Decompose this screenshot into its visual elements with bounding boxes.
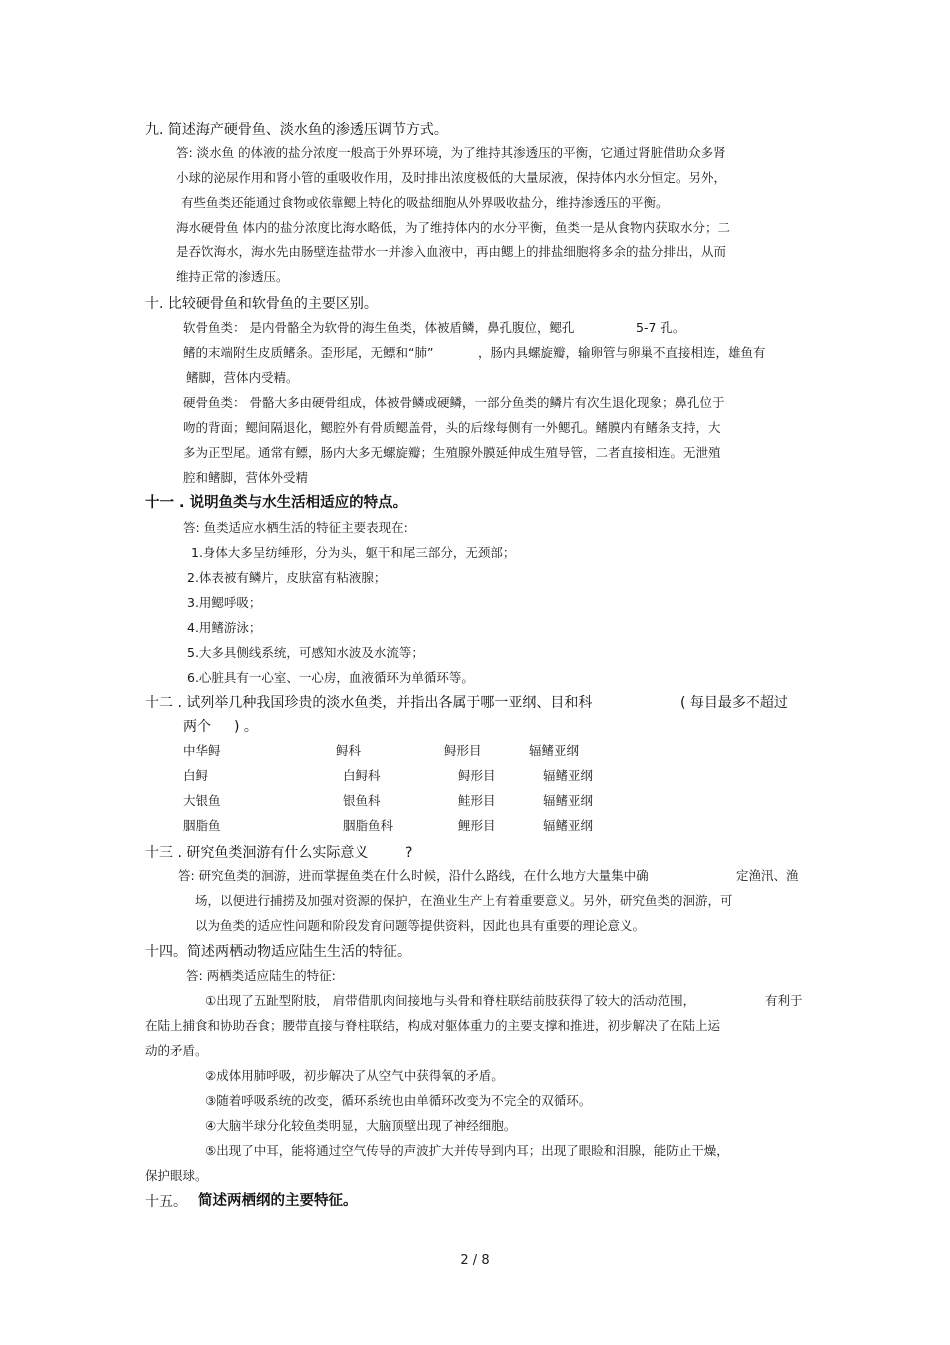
section-14-line: ③随着呼吸系统的改变，循环系统也由单循环改变为不完全的双循环。 [205, 1093, 592, 1108]
page-number: 2 / 8 [460, 1253, 490, 1268]
section-9-line: 维持正常的渗透压。 [176, 269, 289, 284]
table-cell: 银鱼科 [343, 793, 381, 808]
section-13-line: 答: 研究鱼类的洄游，进而掌握鱼类在什么时候，沿什么路线，在什么地方大量集中确 [178, 868, 649, 883]
table-cell: 辐鳍亚纲 [529, 743, 580, 758]
table-cell: 鲑形目 [458, 793, 496, 808]
section-13-line: 以为鱼类的适应性问题和阶段发育问题等提供资料，因此也具有重要的理论意义。 [195, 918, 646, 933]
section-10-line: 鳍脚，营体内受精。 [186, 370, 299, 385]
section-14-line: ④大脑半球分化较鱼类明显，大脑顶壁出现了神经细胞。 [205, 1118, 517, 1133]
section-14-line: ②成体用肺呼吸，初步解决了从空气中获得氧的矛盾。 [205, 1068, 504, 1083]
section-14-line: 在陆上捕食和协助吞食；腰带直接与脊柱联结，构成对躯体重力的主要支撑和推进，初步解决了在陆上运 [145, 1018, 721, 1033]
section-12-title: 十二 . 试列举几种我国珍贵的淡水鱼类，并指出各属于哪一亚纲、目和科 [145, 695, 593, 711]
section-14-line: 有利于 [765, 993, 803, 1008]
section-10-line: 多为正型尾。通常有鳔，肠内大多无螺旋瓣；生殖腺外膜延伸成生殖导管，二者直接相连。无泄殖 [183, 445, 721, 460]
list-item: 5.大多具侧线系统，可感知水波及水流等； [187, 645, 424, 660]
section-14-line: ①出现了五趾型附肢， 肩带借肌肉间接地与头骨和脊柱联结前肢获得了较大的活动范围， [205, 993, 696, 1008]
section-10-line: 腔和鳍脚，营体外受精 [183, 470, 309, 485]
section-10-line: ，肠内具螺旋瓣，输卵管与卵巢不直接相连，雄鱼有 [478, 345, 766, 360]
section-10-line: 硬骨鱼类： 骨骼大多由硬骨组成，体被骨鳞或硬鳞，一部分鱼类的鳞片有次生退化现象；鼻孔位于 [183, 395, 725, 410]
section-9-line: 海水硬骨鱼 体内的盐分浓度比海水略低，为了维持体内的水分平衡，鱼类一是从食物内获取水分；二 [176, 220, 730, 235]
table-cell: 胭脂鱼科 [343, 818, 394, 833]
table-cell: 鲟形目 [444, 743, 482, 758]
list-item: 6.心脏具有一心室、一心房，血液循环为单循环等。 [187, 670, 474, 685]
section-12-note: 两个 [183, 719, 211, 735]
section-9-line: 是吞饮海水，海水先由肠壁连盐带水一并渗入血液中，再由鳃上的排盐细胞将多余的盐分排出，从而 [176, 244, 727, 259]
table-cell: 中华鲟 [183, 743, 221, 758]
section-13-title: ? [405, 845, 413, 861]
section-9-line: 有些鱼类还能通过食物或依靠鳃上特化的吸盐细胞从外界吸收盐分，维持渗透压的平衡。 [181, 195, 669, 210]
section-14-line: 保护眼球。 [145, 1168, 208, 1183]
table-cell: 鲤形目 [458, 818, 496, 833]
list-item: 4.用鳍游泳； [187, 620, 262, 635]
section-14-line: 动的矛盾。 [145, 1043, 208, 1058]
section-13-line: 场，以便进行捕捞及加强对资源的保护，在渔业生产上有着重要意义。另外，研究鱼类的洄游，可 [195, 893, 733, 908]
section-11-answer: 答: 鱼类适应水栖生活的特征主要表现在: [183, 520, 408, 535]
list-item: 1.身体大多呈纺缍形，分为头，躯干和尾三部分，无颈部； [191, 545, 516, 560]
table-cell: 白鲟 [183, 768, 209, 783]
section-14-line: ⑤出现了中耳，能将通过空气传导的声波扩大并传导到内耳；出现了眼睑和泪腺，能防止干燥， [205, 1143, 729, 1158]
section-11-title: 十一 . 说明鱼类与水生活相适应的特点。 [145, 495, 408, 511]
section-14-answer: 答: 两栖类适应陆生的特征: [186, 968, 336, 983]
section-9-line: 小球的泌尿作用和肾小管的重吸收作用，及时排出浓度极低的大量尿液，保持体内水分恒定。另外， [176, 170, 727, 185]
section-13-title: 十三 . 研究鱼类洄游有什么实际意义 [145, 845, 369, 861]
table-cell: 胭脂鱼 [183, 818, 221, 833]
section-14-title: 十四。简述两栖动物适应陆生生活的特征。 [145, 944, 411, 960]
section-10-line: 5-7 孔。 [636, 320, 686, 335]
section-15-title: 简述两栖纲的主要特征。 [198, 1193, 358, 1209]
table-cell: 白鲟科 [343, 768, 381, 783]
table-cell: 辐鳍亚纲 [543, 818, 594, 833]
table-cell: 辐鳍亚纲 [543, 793, 594, 808]
list-item: 3.用鳃呼吸； [187, 595, 262, 610]
section-12-note: ( 每目最多不超过 [680, 695, 788, 711]
section-10-line: 鳍的末端附生皮质鳍条。歪形尾，无鳔和“肺” [183, 345, 434, 360]
list-item: 2.体表被有鳞片，皮肤富有粘液腺； [187, 570, 387, 585]
section-10-title: 十. 比较硬骨鱼和软骨鱼的主要区别。 [145, 296, 378, 312]
section-10-line: 吻的背面；鳃间隔退化，鳃腔外有骨质鳃盖骨，头的后缘每侧有一外鳃孔。鳍膜内有鳍条支持，大 [183, 420, 721, 435]
section-10-line: 软骨鱼类： 是内骨骼全为软骨的海生鱼类，体被盾鳞，鼻孔腹位，鳃孔 [183, 320, 575, 335]
section-9-line: 答: 淡水鱼 的体液的盐分浓度一般高于外界环境，为了维持其渗透压的平衡，它通过肾脏借助众多肾 [176, 145, 726, 160]
table-cell: 辐鳍亚纲 [543, 768, 594, 783]
section-12-note: ) 。 [234, 719, 258, 735]
section-9-title: 九. 简述海产硬骨鱼、淡水鱼的渗透压调节方式。 [145, 122, 448, 138]
table-cell: 鲟科 [336, 743, 362, 758]
table-cell: 大银鱼 [183, 793, 221, 808]
section-13-line: 定渔汛、渔 [736, 868, 799, 883]
table-cell: 鲟形目 [458, 768, 496, 783]
section-15-number: 十五。 [145, 1194, 187, 1210]
